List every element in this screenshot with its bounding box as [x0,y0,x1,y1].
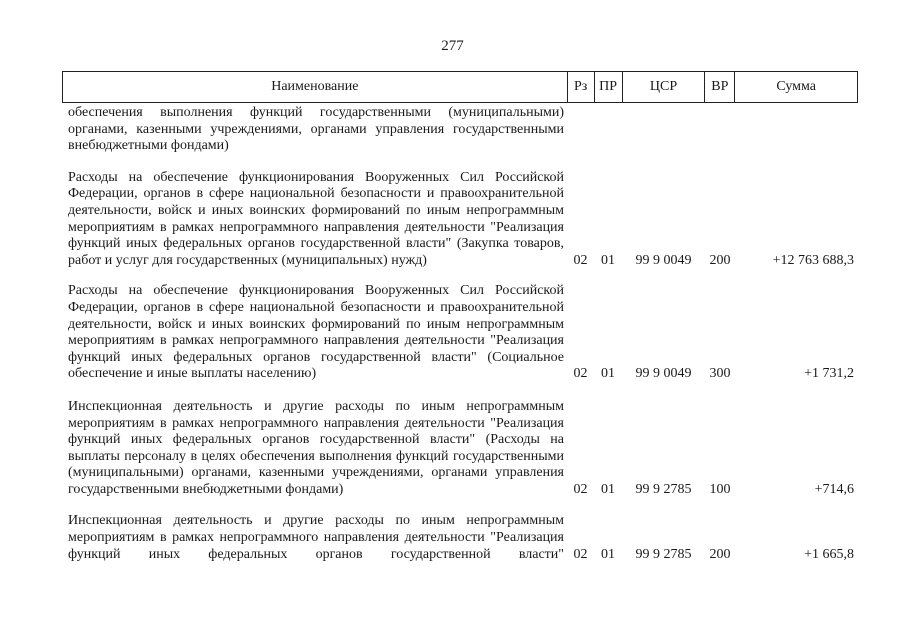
row-pr: 01 [601,546,615,562]
row-csr: 99 9 2785 [635,546,692,562]
row-rz: 02 [573,546,588,562]
row-csr: 99 9 0049 [635,366,692,382]
table-header [62,71,858,103]
row-csr: 99 9 0049 [635,252,692,268]
row-name: обеспечения выполнения функций государственными (муниципальными) органами, казенными учреждениями, органами управления государственными внебюджетными фондами) [68,105,564,154]
row-sum: +1 665,8 [804,546,854,562]
row-vr: 200 [709,252,731,268]
table-row [62,170,858,270]
row-name: Инспекционная деятельность и другие расходы по иным непрограммным мероприятиям в рамках непрограммного направления деятельности "Реализация функций иных федеральных органов государственной власти" (Расходы на выплаты персоналу в целях обеспечения выполнения функций государственными (муниципальными) органами, казенными учреждениями, органами управления государственными внебюджетными фондами) [68,398,564,497]
page-number: 277 [441,38,464,54]
table-row [62,105,858,155]
row-name: Инспекционная деятельность и другие расходы по иным непрограммным мероприятиям в рамках непрограммного направления деятельности "Реализация функций иных федеральных органов государственной власти" [68,513,564,562]
row-sum: +714,6 [814,481,854,497]
header-pr: ПР [594,72,622,102]
row-vr: 300 [709,366,731,382]
row-sum: +1 731,2 [804,366,854,382]
row-rz: 02 [573,481,588,497]
row-sum: +12 763 688,3 [772,252,854,268]
row-csr: 99 9 2785 [635,481,692,497]
row-vr: 200 [709,546,731,562]
row-pr: 01 [601,481,615,497]
table-row [62,283,858,383]
row-rz: 02 [573,252,588,268]
row-vr: 100 [709,481,731,497]
header-csr: ЦСР [622,72,705,102]
header-name: Наименование [271,79,359,94]
table-row [62,399,858,499]
row-name: Расходы на обеспечение функционирования Вооруженных Сил Российской Федерации, органов в сфере национальной безопасности и правоохранительной деятельности, войск и иных воинских формирований по иным непрограммным мероприятиям в рамках непрограммного направления деятельности "Реализация функций иных федеральных органов государственной власти" (Закупка товаров, работ и услуг для государственных (муниципальных) нужд) [68,169,564,268]
header-vr: ВР [704,72,734,102]
row-pr: 01 [601,366,615,382]
header-sum: Сумма [734,72,857,102]
row-name: Расходы на обеспечение функционирования Вооруженных Сил Российской Федерации, органов в сфере национальной безопасности и правоохранительной деятельности, войск и иных воинских формирований по иным непрограммным мероприятиям в рамках непрограммного направления деятельности "Реализация функций иных федеральных органов государственной власти" (Социальное обеспечение и иные выплаты населению) [68,283,564,382]
row-pr: 01 [601,252,615,268]
budget-table [62,71,858,563]
header-rz: Рз [567,72,594,102]
table-row [62,513,858,563]
row-rz: 02 [573,366,588,382]
